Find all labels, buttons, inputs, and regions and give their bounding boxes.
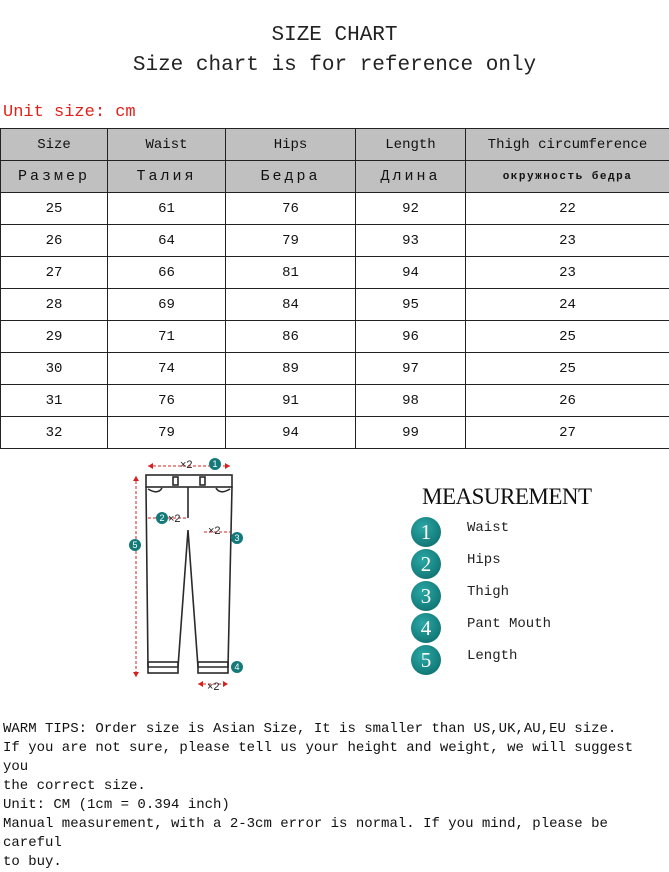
table-cell: 74 (108, 353, 226, 385)
waist-x2-label: ×2 (180, 459, 193, 471)
table-cell: 93 (356, 225, 466, 257)
table-cell: 69 (108, 289, 226, 321)
tips-line: Unit: CM (1cm = 0.394 inch) (3, 796, 663, 815)
table-cell: 76 (226, 193, 356, 225)
table-cell: 71 (108, 321, 226, 353)
table-cell: 99 (356, 417, 466, 449)
legend-label: Length (467, 648, 517, 664)
table-row (1, 353, 669, 385)
table-cell: 89 (226, 353, 356, 385)
table-cell: 27 (1, 257, 108, 289)
size-table (0, 128, 669, 449)
table-cell: 98 (356, 385, 466, 417)
table-cell: 61 (108, 193, 226, 225)
table-cell: 26 (1, 225, 108, 257)
measurement-title: MEASUREMENT (422, 484, 592, 510)
table-cell: 97 (356, 353, 466, 385)
table-row (1, 289, 669, 321)
legend-label: Hips (467, 552, 501, 568)
warm-tips (3, 720, 663, 872)
table-cell: 26 (466, 385, 669, 417)
table-cell: 79 (108, 417, 226, 449)
table-cell: 32 (1, 417, 108, 449)
header-cell: Size (1, 129, 108, 161)
marker-5: 5 (132, 540, 137, 550)
tips-line: to buy. (3, 853, 663, 872)
legend-item-thigh (411, 579, 611, 611)
table-cell: 25 (466, 353, 669, 385)
header-cell: Hips (226, 129, 356, 161)
number-4-badge: 4 (411, 613, 441, 643)
header-row-en (1, 129, 669, 161)
table-row (1, 321, 669, 353)
waistband-outline (146, 475, 232, 487)
table-cell: 95 (356, 289, 466, 321)
legend-label: Waist (467, 520, 509, 536)
right-pocket-outline (216, 488, 230, 492)
table-cell: 25 (1, 193, 108, 225)
page-subtitle: Size chart is for reference only (0, 54, 669, 77)
table-cell: 92 (356, 193, 466, 225)
table-cell: 29 (1, 321, 108, 353)
marker-4: 4 (234, 662, 239, 672)
header-cell: Талия (108, 161, 226, 193)
table-cell: 91 (226, 385, 356, 417)
legend-item-length (411, 643, 611, 675)
table-cell: 76 (108, 385, 226, 417)
table-cell: 24 (466, 289, 669, 321)
table-cell: 94 (356, 257, 466, 289)
tips-line: If you are not sure, please tell us your height and weight, we will suggest you (3, 739, 663, 777)
left-pocket-outline (148, 488, 162, 492)
number-3-badge: 3 (411, 581, 441, 611)
table-cell: 23 (466, 225, 669, 257)
marker-1: 1 (212, 459, 217, 469)
belt-loop-outline (173, 477, 178, 485)
table-cell: 22 (466, 193, 669, 225)
tips-line: the correct size. (3, 777, 663, 796)
header-row-ru (1, 161, 669, 193)
thigh-x2-label: ×2 (208, 525, 221, 537)
legend-label: Pant Mouth (467, 616, 551, 632)
header-cell: окружность бедра (466, 161, 669, 193)
table-row (1, 385, 669, 417)
table-row (1, 225, 669, 257)
table-cell: 66 (108, 257, 226, 289)
legend-label: Thigh (467, 584, 509, 600)
table-cell: 79 (226, 225, 356, 257)
number-1-badge: 1 (411, 517, 441, 547)
table-row (1, 257, 669, 289)
pants-diagram (118, 452, 258, 697)
header-cell: Waist (108, 129, 226, 161)
header-cell: Длина (356, 161, 466, 193)
table-cell: 84 (226, 289, 356, 321)
hip-x2-label: ×2 (168, 513, 181, 525)
number-2-badge: 2 (411, 549, 441, 579)
table-cell: 23 (466, 257, 669, 289)
table-cell: 96 (356, 321, 466, 353)
table-cell: 28 (1, 289, 108, 321)
legend-item-hips (411, 547, 611, 579)
table-cell: 30 (1, 353, 108, 385)
table-cell: 64 (108, 225, 226, 257)
tips-line: Manual measurement, with a 2-3cm error is normal. If you mind, please be careful (3, 815, 663, 853)
legend-item-waist (411, 515, 611, 547)
table-cell: 25 (466, 321, 669, 353)
table-cell: 27 (466, 417, 669, 449)
page-title: SIZE CHART (0, 24, 669, 47)
table-cell: 31 (1, 385, 108, 417)
tips-line: WARM TIPS: Order size is Asian Size, It is smaller than US,UK,AU,EU size. (3, 720, 663, 739)
header-cell: Размер (1, 161, 108, 193)
header-cell: Бедра (226, 161, 356, 193)
legend-item-pant-mouth (411, 611, 611, 643)
mouth-x2-label: ×2 (207, 681, 220, 693)
table-cell: 86 (226, 321, 356, 353)
table-row (1, 193, 669, 225)
table-row (1, 417, 669, 449)
table-cell: 94 (226, 417, 356, 449)
marker-2: 2 (159, 513, 164, 523)
belt-loop-outline (200, 477, 205, 485)
marker-3: 3 (234, 533, 239, 543)
unit-label: Unit size: cm (3, 103, 136, 122)
table-cell: 81 (226, 257, 356, 289)
header-cell: Length (356, 129, 466, 161)
header-cell: Thigh circumference (466, 129, 669, 161)
number-5-badge: 5 (411, 645, 441, 675)
